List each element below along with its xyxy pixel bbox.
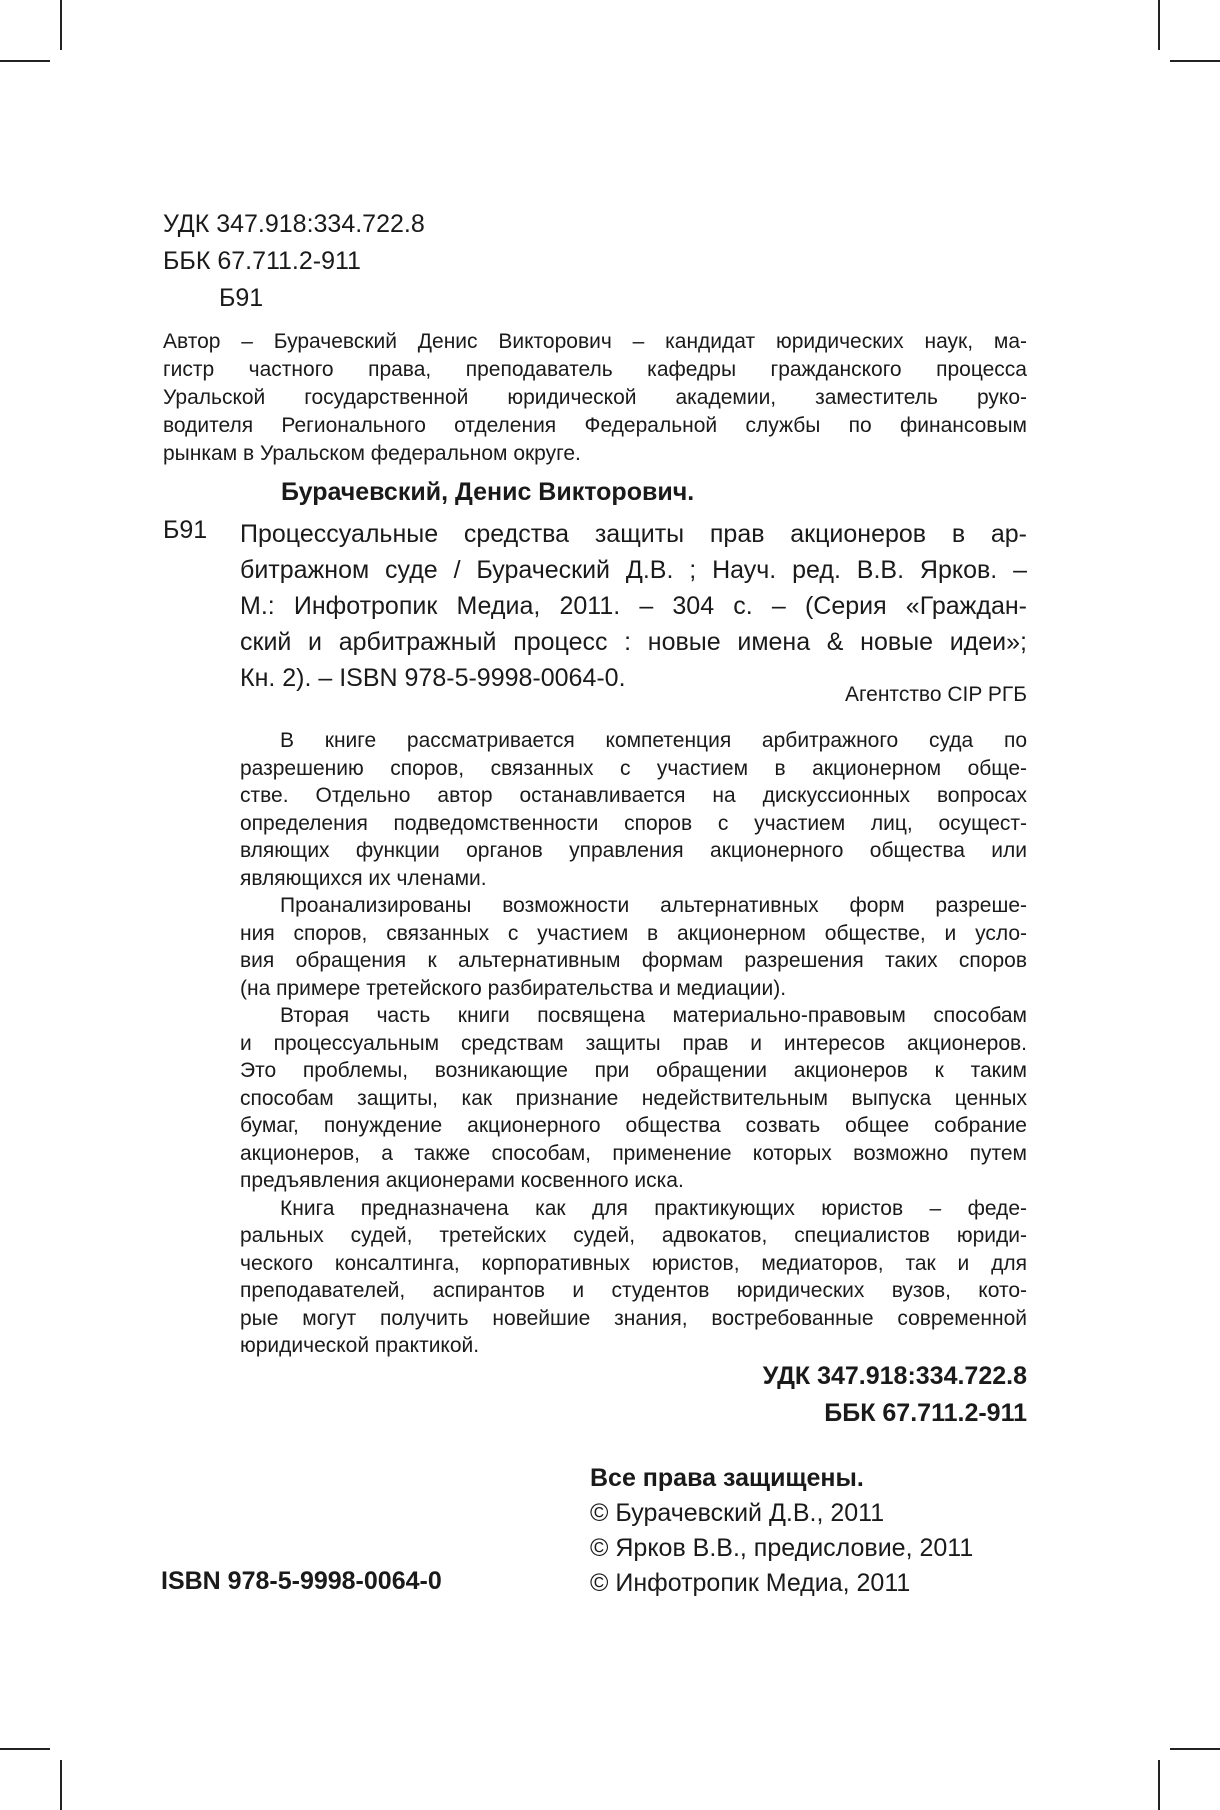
abstract-line: рые могут получить новейшие знания, востребованные современной — [240, 1306, 1027, 1330]
bibliographic-mark: Б91 — [163, 516, 208, 544]
crop-mark — [0, 1748, 50, 1750]
abstract-line: вия обращения к альтернативным формам разрешения таких споров — [240, 949, 1027, 972]
rights-heading: Все права защищены. — [590, 1464, 864, 1492]
abstract-line: преподавателей, аспирантов и студентов юридических вузов, кото- — [240, 1279, 1027, 1302]
crop-mark — [0, 60, 50, 62]
abstract-line: ния споров, связанных с участием в акционерном обществе, и усло- — [240, 921, 1027, 945]
copyright-line: © Бурачевский Д.В., 2011 — [590, 1499, 885, 1527]
copyright-block — [590, 1461, 973, 1601]
abstract-line: Вторая часть книги посвящена материально-правовым способам — [280, 1004, 1027, 1027]
abstract-paragraph — [240, 1002, 1027, 1195]
crop-mark — [1170, 1748, 1220, 1750]
copyright-line: © Инфотропик Медиа, 2011 — [590, 1569, 911, 1597]
abstract-line: Это проблемы, возникающие при обращении акционеров к таким — [240, 1059, 1027, 1082]
crop-mark — [60, 0, 62, 50]
author-note-line: Автор – Бурачевский Денис Викторович – кандидат юридических наук, ма- — [163, 330, 1027, 353]
bibliographic-line: Кн. 2). – ISBN 978-5-9998-0064-0. — [240, 664, 626, 692]
abstract-line: Проанализированы возможности альтернативных форм разреше- — [280, 894, 1027, 917]
abstract-line: предъявления акционерами косвенного иска. — [240, 1169, 684, 1192]
abstract-line: являющихся их членами. — [240, 866, 487, 890]
copyright-line: © Ярков В.В., предисловие, 2011 — [590, 1534, 974, 1562]
abstract-line: Книга предназначена как для практикующих юристов – феде- — [280, 1196, 1027, 1220]
classification-codes — [163, 206, 425, 317]
abstract-line: ческого консалтинга, корпоративных юристов, медиаторов, так и для — [240, 1251, 1027, 1275]
abstract-line: В книге рассматривается компетенция арбитражного суда по — [280, 729, 1027, 752]
abstract-line: определения подведомственности споров с участием лиц, осущест- — [240, 811, 1027, 835]
bibliographic-description — [240, 516, 1027, 696]
crop-mark — [1170, 60, 1220, 62]
abstract-line: ральных судей, третейских судей, адвокатов, специалистов юриди- — [240, 1224, 1027, 1247]
abstract-line: юридической практикой. — [240, 1334, 480, 1357]
abstract-line: акционеров, а также способам, применение которых возможно путем — [240, 1141, 1027, 1165]
author-mark: Б91 — [219, 284, 264, 312]
bbk-code: ББК 67.711.2-911 — [163, 247, 361, 275]
bibliographic-line: М.: Инфотропик Медиа, 2011. – 304 с. – (Серия «Граждан- — [240, 592, 1027, 620]
udk-code: УДК 347.918:334.722.8 — [163, 210, 425, 238]
footer-udk-code: УДК 347.918:334.722.8 — [762, 1362, 1027, 1390]
crop-mark — [60, 1760, 62, 1810]
author-note — [163, 328, 1027, 468]
abstract-paragraph — [240, 892, 1027, 1002]
abstract — [240, 727, 1027, 1360]
abstract-line: бумаг, понуждение акционерного общества созвать общее собрание — [240, 1114, 1027, 1137]
author-note-line: рынкам в Уральском федеральном округе. — [163, 442, 581, 465]
author-note-line: гистр частного права, преподаватель кафедры гражданского процесса — [163, 358, 1027, 381]
abstract-line: (на примере третейского разбирательства и медиации). — [240, 976, 787, 1000]
bibliographic-author-heading: Бурачевский, Денис Викторович. — [281, 478, 695, 506]
abstract-line: стве. Отдельно автор останавливается на дискуссионных вопросах — [240, 784, 1027, 807]
crop-mark — [1158, 0, 1160, 50]
abstract-paragraph — [240, 1195, 1027, 1360]
author-note-line: водителя Регионального отделения Федеральной службы по финансовым — [163, 414, 1027, 437]
abstract-paragraph — [240, 727, 1027, 892]
bibliographic-line: битражном суде / Бураческий Д.В. ; Науч. ред. В.В. Ярков. – — [240, 556, 1027, 584]
bibliographic-line: ский и арбитражный процесс : новые имена & новые идеи»; — [240, 628, 1027, 656]
crop-mark — [1158, 1760, 1160, 1810]
cip-agency: Агентство CIP РГБ — [844, 683, 1027, 706]
footer-classification — [763, 1358, 1027, 1432]
isbn: ISBN 978-5-9998-0064-0 — [161, 1567, 442, 1595]
abstract-line: способам защиты, как признание недействительным выпуска ценных — [240, 1086, 1027, 1110]
footer-bbk-code: ББК 67.711.2-911 — [824, 1399, 1027, 1427]
abstract-line: разрешению споров, связанных с участием в акционерном обще- — [240, 756, 1027, 780]
abstract-line: вляющих функции органов управления акционерного общества или — [240, 839, 1027, 862]
abstract-line: и процессуальным средствам защиты прав и интересов акционеров. — [240, 1031, 1027, 1055]
author-note-line: Уральской государственной юридической академии, заместитель руко- — [163, 386, 1027, 409]
bibliographic-line: Процессуальные средства защиты прав акционеров в ар- — [240, 520, 1027, 548]
